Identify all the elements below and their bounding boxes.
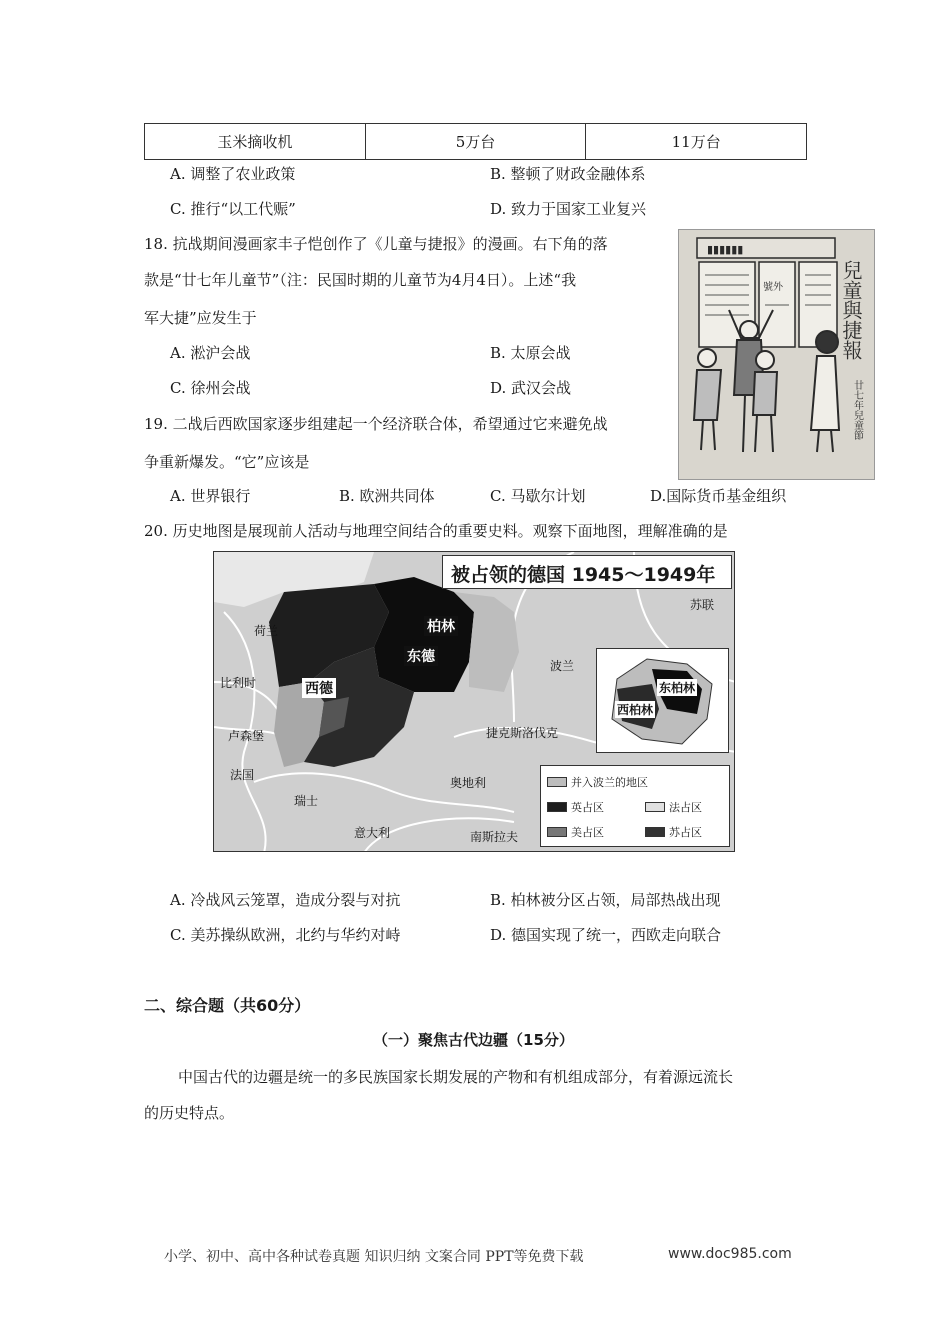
occupied-germany-map <box>213 551 735 852</box>
label-west-berlin: 西柏林 <box>617 703 654 717</box>
svg-text:號外: 號外 <box>763 282 783 293</box>
section-paragraph-line-1: 中国古代的边疆是统一的多民族国家长期发展的产物和有机组成部分，有着源远流长 <box>178 1068 734 1086</box>
q19-stem-line-1: 19. 二战后西欧国家逐步组建起一个经济联合体，希望通过它来避免战 <box>144 415 608 433</box>
footer-text: 小学、初中、高中各种试卷真题 知识归纳 文案合同 PPT等免费下载 <box>164 1249 584 1265</box>
label-austria: 奥地利 <box>450 776 487 790</box>
q18-option-c: C. 徐州会战 <box>170 379 251 397</box>
q18-stem-line-3: 军大捷”应发生于 <box>144 309 257 327</box>
q18-stem-line-1: 18. 抗战期间漫画家丰子恺创作了《儿童与捷报》的漫画。右下角的落 <box>144 235 608 253</box>
legend-item-uk: 英占区 <box>547 799 604 815</box>
q18-option-d: D. 武汉会战 <box>490 379 572 397</box>
map-legend <box>540 765 730 847</box>
map-title: 被占领的德国 1945～1949年 <box>442 555 732 589</box>
legend-item-fr: 法占区 <box>645 799 702 815</box>
q19-option-d: D.国际货币基金组织 <box>650 487 787 505</box>
legend-swatch <box>645 802 665 812</box>
q18-option-b: B. 太原会战 <box>490 344 571 362</box>
table-cell-value-2: 11万台 <box>586 124 807 160</box>
legend-swatch <box>547 777 567 787</box>
q18-stem-line-2: 款是“廿七年儿童节”（注：民国时期的儿童节为4月4日）。上述“我 <box>144 271 577 289</box>
label-france: 法国 <box>230 768 255 782</box>
q17-option-a: A. 调整了农业政策 <box>170 165 296 183</box>
footer-site-link[interactable]: www.doc985.com <box>668 1246 792 1262</box>
q20-option-c: C. 美苏操纵欧洲，北约与华约对峙 <box>170 926 401 944</box>
legend-swatch <box>547 802 567 812</box>
q17-option-c: C. 推行“以工代赈” <box>170 200 296 218</box>
legend-swatch <box>645 827 665 837</box>
legend-swatch <box>547 827 567 837</box>
q20-stem: 20. 历史地图是展现前人活动与地理空间结合的重要史料。观察下面地图，理解准确的是 <box>144 522 728 540</box>
berlin-inset <box>596 648 729 753</box>
q17-option-b: B. 整顿了财政金融体系 <box>490 165 646 183</box>
label-belgium: 比利时 <box>220 676 257 690</box>
svg-text:兒童與捷報: 兒童與捷報 <box>839 260 863 360</box>
children-and-victory-cartoon <box>678 229 875 480</box>
svg-text:廿七年兒童節: 廿七年兒童節 <box>851 380 863 440</box>
table-row <box>145 124 807 160</box>
legend-item-su: 苏占区 <box>645 824 702 840</box>
section-heading: 二、综合题（共60分） <box>144 996 311 1015</box>
label-czechoslovakia: 捷克斯洛伐克 <box>486 726 559 740</box>
label-luxembourg: 卢森堡 <box>228 729 265 743</box>
q19-option-c: C. 马歇尔计划 <box>490 487 586 505</box>
q19-option-a: A. 世界银行 <box>170 487 251 505</box>
label-ussr: 苏联 <box>690 598 715 612</box>
label-netherlands: 荷兰 <box>254 624 279 638</box>
section-paragraph-line-2: 的历史特点。 <box>144 1104 235 1122</box>
label-yugoslavia: 南斯拉夫 <box>470 830 519 844</box>
section-subheading: （一）聚焦古代边疆（15分） <box>373 1031 574 1049</box>
label-east-berlin: 东柏林 <box>659 681 696 695</box>
machinery-table <box>144 123 807 160</box>
label-east-germany: 东德 <box>404 646 438 666</box>
q20-option-d: D. 德国实现了统一，西欧走向联合 <box>490 926 722 944</box>
label-italy: 意大利 <box>354 826 391 840</box>
q20-option-b: B. 柏林被分区占领，局部热战出现 <box>490 891 721 909</box>
label-poland: 波兰 <box>550 659 575 673</box>
q19-option-b: B. 欧洲共同体 <box>339 487 435 505</box>
label-west-germany: 西德 <box>302 678 336 698</box>
legend-item-us: 美占区 <box>547 824 604 840</box>
q19-stem-line-2: 争重新爆发。“它”应该是 <box>144 453 310 471</box>
q17-option-d: D. 致力于国家工业复兴 <box>490 200 647 218</box>
cartoon-drawing <box>679 230 875 480</box>
svg-text:▮▮▮▮▮▮: ▮▮▮▮▮▮ <box>707 243 744 256</box>
table-cell-item: 玉米摘收机 <box>145 124 366 160</box>
label-switzerland: 瑞士 <box>294 794 319 808</box>
q20-option-a: A. 冷战风云笼罩，造成分裂与对抗 <box>170 891 401 909</box>
table-cell-value-1: 5万台 <box>365 124 586 160</box>
legend-item-poland: 并入波兰的地区 <box>547 774 648 790</box>
label-berlin: 柏林 <box>424 616 458 636</box>
q18-option-a: A. 淞沪会战 <box>170 344 251 362</box>
